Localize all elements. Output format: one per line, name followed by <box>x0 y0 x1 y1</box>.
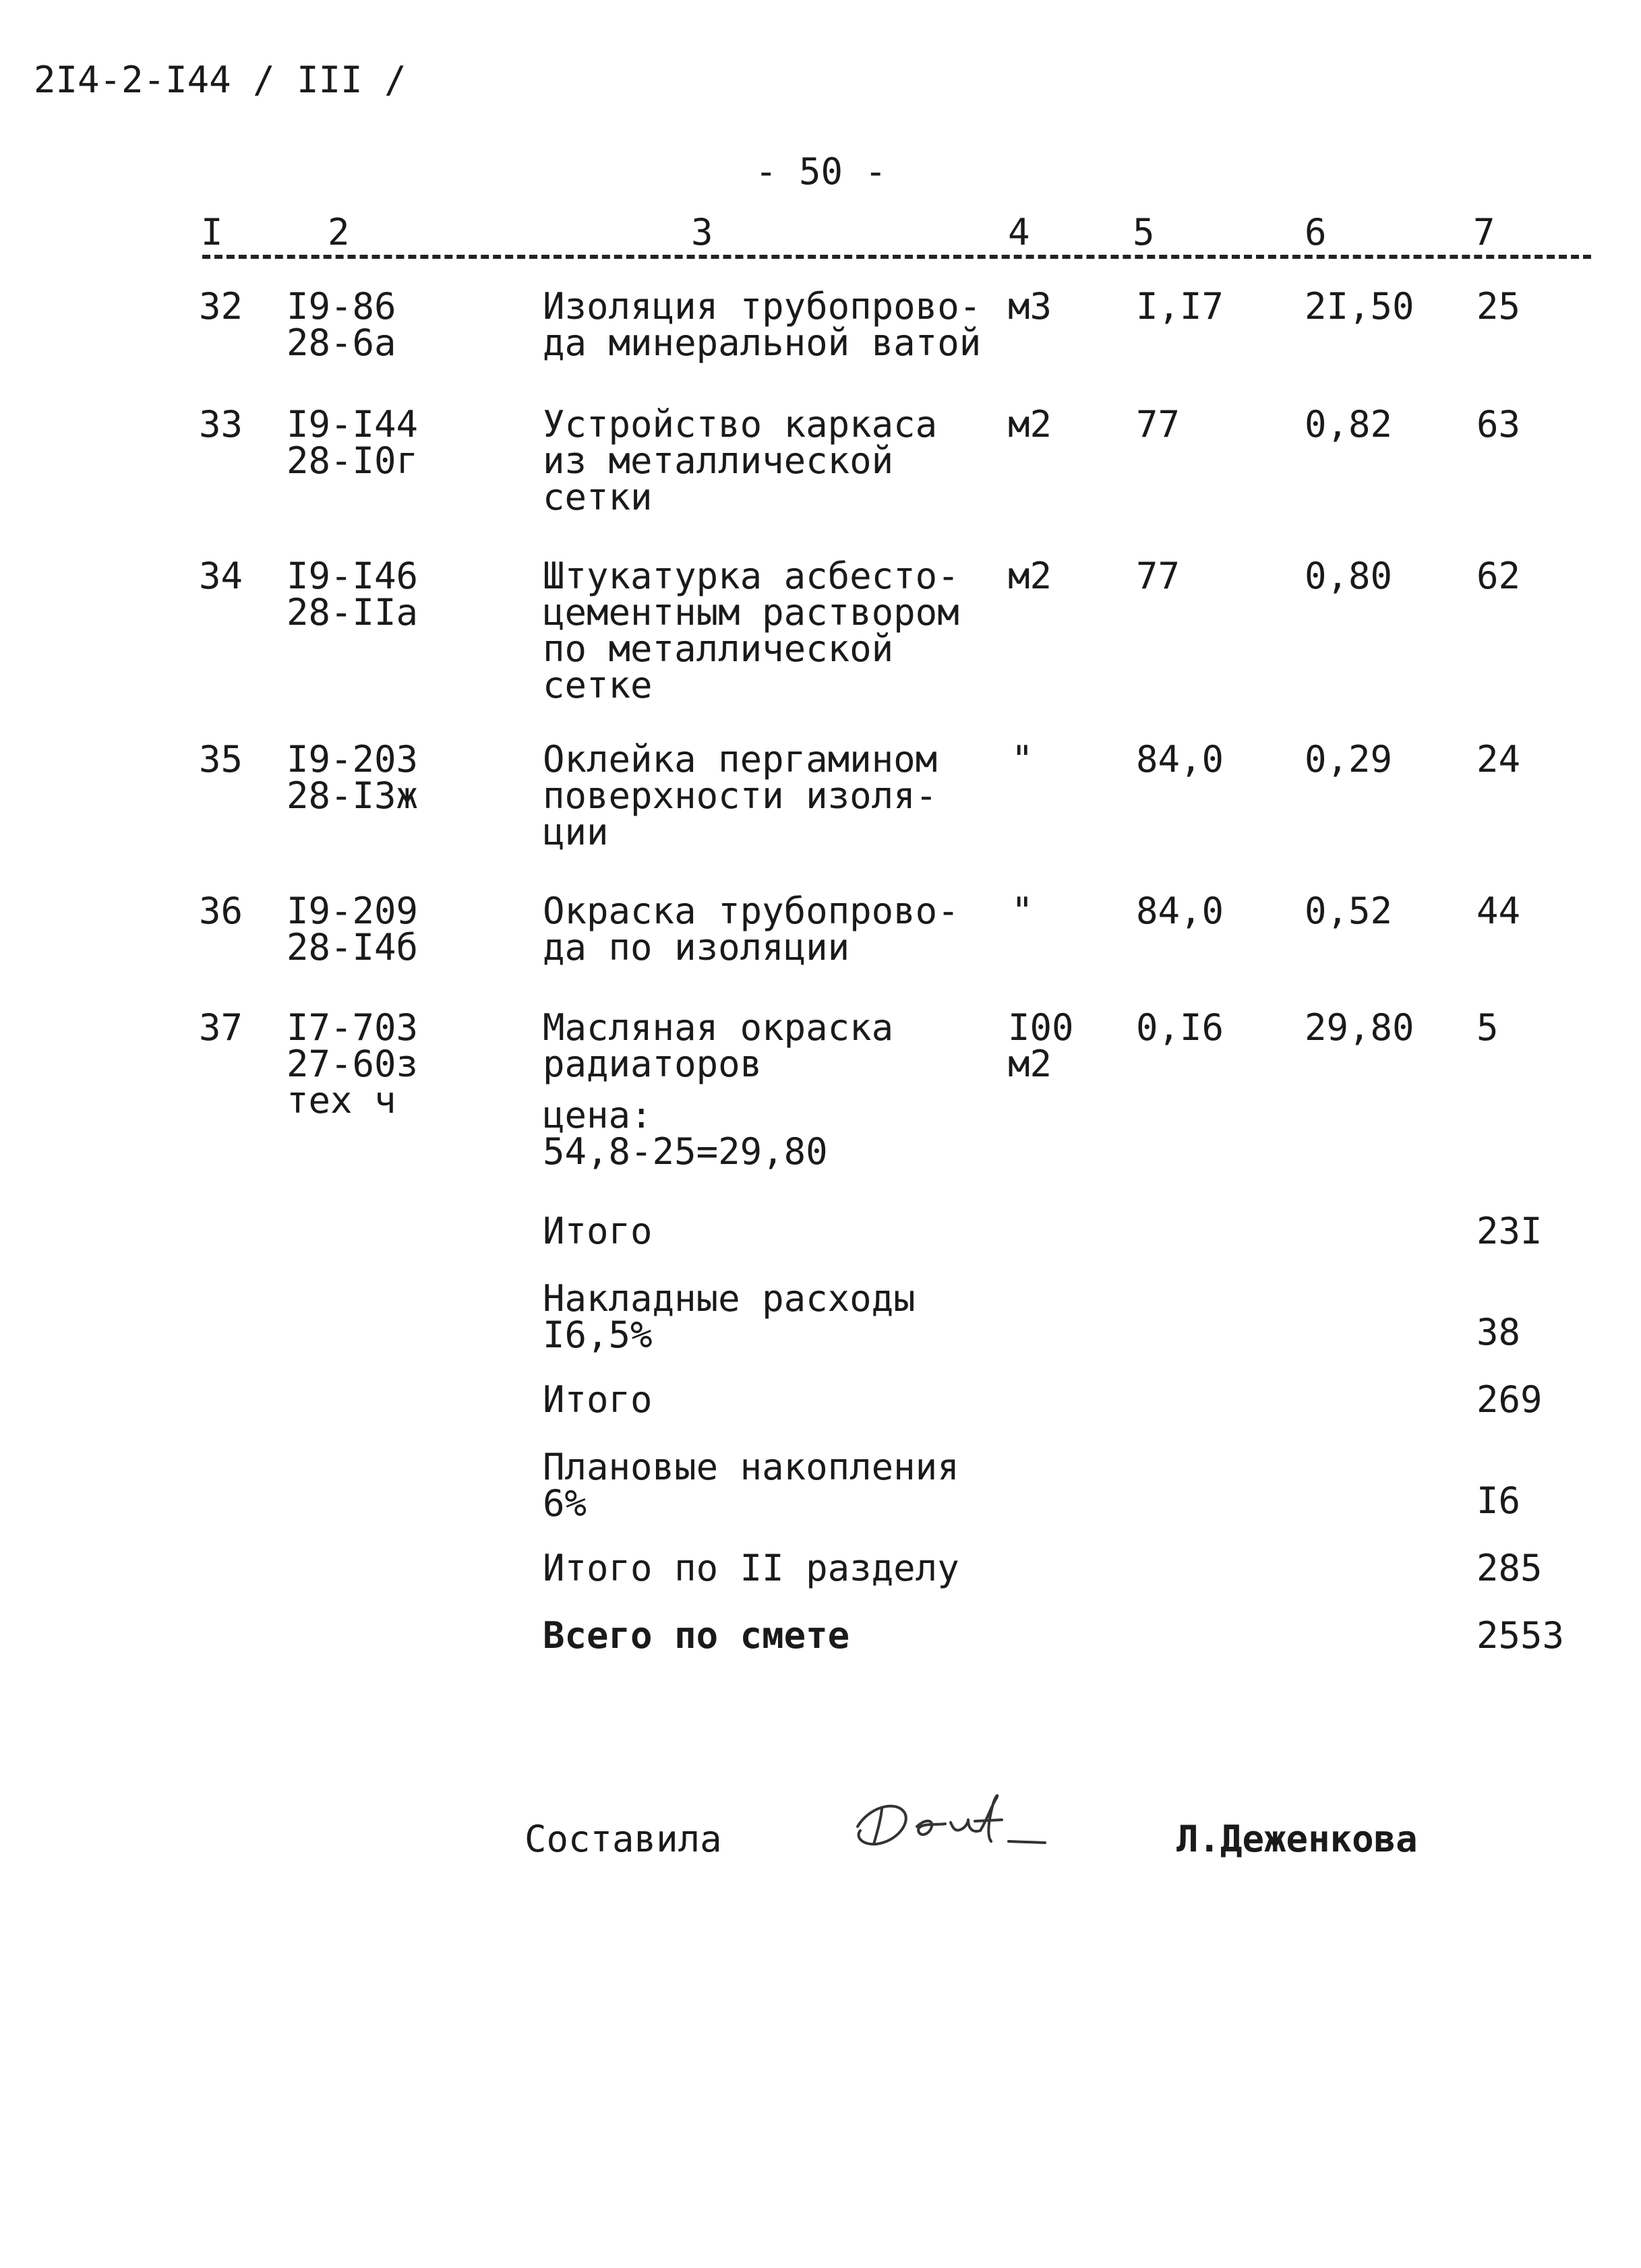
summary-value: 269 <box>1476 1378 1543 1421</box>
signatory-name: Л.Деженкова <box>1176 1818 1418 1860</box>
document-code: 2I4-2-I44 / III / <box>34 59 407 101</box>
row-quantity: 84,0 <box>1136 738 1224 780</box>
row-unit: " <box>1011 738 1034 780</box>
row-code: I7-703 27-60з тех ч <box>287 1006 419 1122</box>
row-unit: м2 <box>1008 403 1052 446</box>
col-header-3: 3 <box>691 211 713 253</box>
row-description: Устройство каркаса из металлической сетки <box>543 403 938 518</box>
handwritten-signature <box>843 1779 1058 1860</box>
col-header-4: 4 <box>1008 211 1030 253</box>
row-price: 0,82 <box>1305 403 1393 446</box>
row-description: Штукатурка асбесто- цементным раствором по металлической сетке <box>543 555 959 706</box>
row-code: I9-86 28-6a <box>287 285 396 364</box>
row-price: 29,80 <box>1305 1006 1414 1049</box>
col-header-7: 7 <box>1473 211 1495 253</box>
row-description: Оклейка пергамином поверхности изоля- ции <box>543 738 938 853</box>
row-quantity: 77 <box>1136 555 1181 597</box>
row-total: 25 <box>1476 285 1521 328</box>
row-number: 32 <box>199 285 243 328</box>
price-note: цена: 54,8-25=29,80 <box>543 1094 828 1173</box>
col-header-1: I <box>201 211 223 253</box>
row-unit: м3 <box>1008 285 1052 328</box>
row-description: Изоляция трубопрово- да минеральной ватой <box>543 285 982 364</box>
row-number: 36 <box>199 890 243 932</box>
row-quantity: 0,I6 <box>1136 1006 1224 1049</box>
summary-value: 38 <box>1476 1311 1521 1353</box>
col-header-5: 5 <box>1133 211 1155 253</box>
row-total: 63 <box>1476 403 1521 446</box>
summary-value: 2553 <box>1476 1614 1565 1657</box>
summary-label: Плановые накопления 6% <box>543 1446 959 1525</box>
row-quantity: I,I7 <box>1136 285 1224 328</box>
summary-label: Накладные расходы I6,5% <box>543 1277 916 1356</box>
row-code: I9-I44 28-I0г <box>287 403 419 482</box>
row-unit: I00 м2 <box>1008 1006 1074 1085</box>
col-header-2: 2 <box>328 211 350 253</box>
summary-label: Итого <box>543 1210 653 1252</box>
header-rule <box>202 255 1591 259</box>
row-number: 35 <box>199 738 243 780</box>
row-price: 0,29 <box>1305 738 1393 780</box>
row-quantity: 84,0 <box>1136 890 1224 932</box>
summary-value: 23I <box>1476 1210 1543 1252</box>
row-unit: " <box>1011 890 1034 932</box>
row-price: 0,80 <box>1305 555 1393 597</box>
row-number: 34 <box>199 555 243 597</box>
row-total: 5 <box>1476 1006 1499 1049</box>
row-description: Масляная окраска радиаторов <box>543 1006 894 1085</box>
row-total: 44 <box>1476 890 1521 932</box>
summary-label: Всего по смете <box>543 1614 850 1657</box>
row-price: 2I,50 <box>1305 285 1414 328</box>
summary-value: I6 <box>1476 1479 1521 1522</box>
page-number: - 50 - <box>755 150 887 193</box>
row-code: I9-203 28-I3ж <box>287 738 419 817</box>
row-description: Окраска трубопрово- да по изоляции <box>543 890 959 969</box>
row-number: 37 <box>199 1006 243 1049</box>
row-quantity: 77 <box>1136 403 1181 446</box>
summary-label: Итого по II разделу <box>543 1547 959 1589</box>
row-code: I9-209 28-I4б <box>287 890 419 969</box>
summary-value: 285 <box>1476 1547 1543 1589</box>
compiled-by-label: Составила <box>525 1818 722 1860</box>
row-unit: м2 <box>1008 555 1052 597</box>
row-code: I9-I46 28-IIa <box>287 555 419 634</box>
row-price: 0,52 <box>1305 890 1393 932</box>
col-header-6: 6 <box>1305 211 1327 253</box>
row-number: 33 <box>199 403 243 446</box>
row-total: 24 <box>1476 738 1521 780</box>
summary-label: Итого <box>543 1378 653 1421</box>
row-total: 62 <box>1476 555 1521 597</box>
